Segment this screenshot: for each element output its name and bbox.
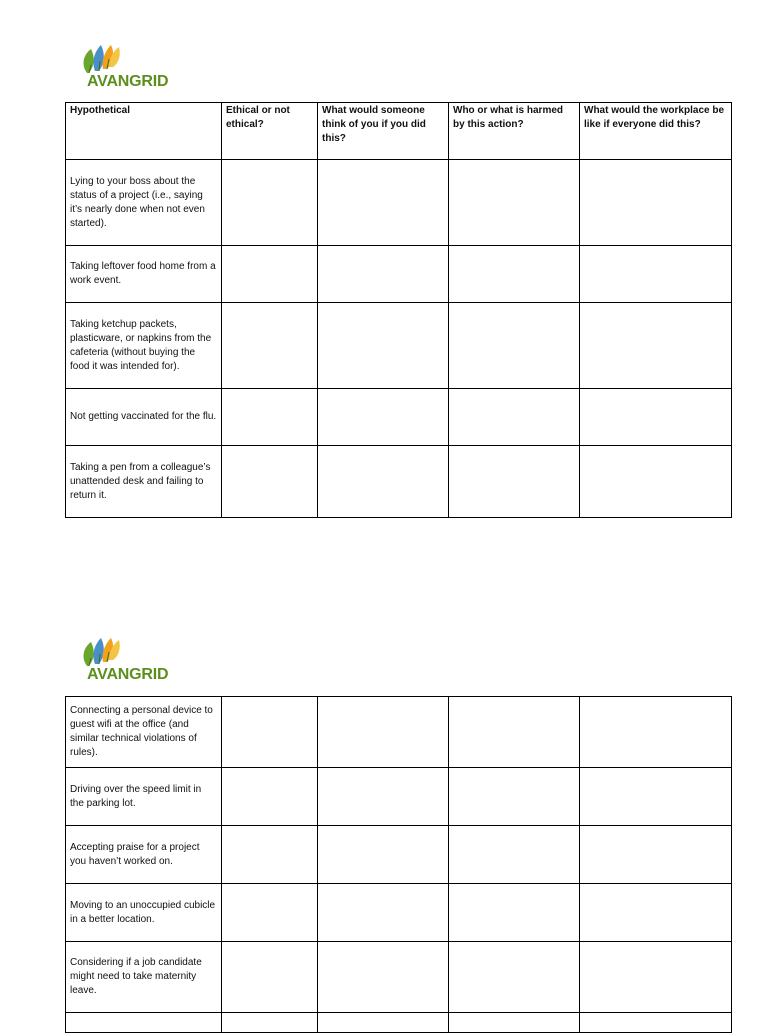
answer-cell[interactable] (449, 160, 580, 246)
table-header-row (66, 103, 732, 160)
answer-cell[interactable] (222, 246, 318, 303)
answer-cell[interactable] (222, 1013, 318, 1033)
answer-cell[interactable] (318, 942, 449, 1013)
hypothetical-cell (66, 1013, 222, 1033)
answer-cell[interactable] (580, 942, 732, 1013)
answer-cell[interactable] (449, 303, 580, 389)
avangrid-logo (79, 636, 179, 688)
answer-cell[interactable] (449, 697, 580, 768)
table-row (66, 446, 732, 518)
table-row (66, 246, 732, 303)
answer-cell[interactable] (222, 826, 318, 884)
answer-cell[interactable] (580, 697, 732, 768)
ethics-table-1 (65, 102, 732, 518)
answer-cell[interactable] (318, 884, 449, 942)
answer-cell[interactable] (449, 446, 580, 518)
header-think: What would someone think of you if you did this? (318, 103, 449, 160)
answer-cell[interactable] (580, 768, 732, 826)
brand-name: AVANGRID (87, 666, 169, 683)
answer-cell[interactable] (449, 884, 580, 942)
answer-cell[interactable] (318, 246, 449, 303)
header-workplace: What would the workplace be like if everyone did this? (580, 103, 732, 160)
answer-cell[interactable] (449, 942, 580, 1013)
answer-cell[interactable] (318, 826, 449, 884)
hypothetical-cell: Lying to your boss about the status of a project (i.e., saying it’s nearly done when not even started). (66, 160, 222, 246)
header-harmed: Who or what is harmed by this action? (449, 103, 580, 160)
answer-cell[interactable] (222, 697, 318, 768)
answer-cell[interactable] (318, 1013, 449, 1033)
table-row (66, 389, 732, 446)
answer-cell[interactable] (449, 768, 580, 826)
ethics-table-2 (65, 696, 732, 1033)
answer-cell[interactable] (318, 303, 449, 389)
leaf-icon (81, 636, 127, 668)
hypothetical-cell: Taking ketchup packets, plasticware, or napkins from the cafeteria (without buying the food it was intended for). (66, 303, 222, 389)
brand-name: AVANGRID (87, 73, 169, 90)
table-row (66, 942, 732, 1013)
answer-cell[interactable] (222, 160, 318, 246)
answer-cell[interactable] (449, 246, 580, 303)
answer-cell[interactable] (318, 446, 449, 518)
answer-cell[interactable] (222, 303, 318, 389)
answer-cell[interactable] (580, 160, 732, 246)
hypothetical-cell: Connecting a personal device to guest wifi at the office (and similar technical violations of rules). (66, 697, 222, 768)
answer-cell[interactable] (318, 768, 449, 826)
answer-cell[interactable] (580, 389, 732, 446)
answer-cell[interactable] (222, 942, 318, 1013)
answer-cell[interactable] (580, 826, 732, 884)
hypothetical-cell: Accepting praise for a project you haven’t worked on. (66, 826, 222, 884)
answer-cell[interactable] (318, 160, 449, 246)
answer-cell[interactable] (222, 884, 318, 942)
answer-cell[interactable] (449, 1013, 580, 1033)
table-row (66, 1013, 732, 1033)
hypothetical-cell: Considering if a job candidate might need to take maternity leave. (66, 942, 222, 1013)
answer-cell[interactable] (318, 389, 449, 446)
answer-cell[interactable] (222, 768, 318, 826)
answer-cell[interactable] (449, 389, 580, 446)
answer-cell[interactable] (318, 697, 449, 768)
hypothetical-cell: Driving over the speed limit in the parking lot. (66, 768, 222, 826)
answer-cell[interactable] (580, 1013, 732, 1033)
answer-cell[interactable] (449, 826, 580, 884)
table-row (66, 160, 732, 246)
hypothetical-cell: Taking a pen from a colleague’s unattended desk and failing to return it. (66, 446, 222, 518)
header-hypothetical: Hypothetical (66, 103, 222, 160)
hypothetical-cell: Taking leftover food home from a work event. (66, 246, 222, 303)
table-row (66, 826, 732, 884)
answer-cell[interactable] (580, 246, 732, 303)
header-ethical: Ethical or not ethical? (222, 103, 318, 160)
table-row (66, 303, 732, 389)
answer-cell[interactable] (580, 303, 732, 389)
answer-cell[interactable] (222, 446, 318, 518)
leaf-icon (81, 43, 127, 75)
hypothetical-cell: Moving to an unoccupied cubicle in a better location. (66, 884, 222, 942)
table-row (66, 768, 732, 826)
avangrid-logo (79, 43, 179, 95)
answer-cell[interactable] (580, 884, 732, 942)
answer-cell[interactable] (580, 446, 732, 518)
table-row (66, 697, 732, 768)
table-row (66, 884, 732, 942)
answer-cell[interactable] (222, 389, 318, 446)
hypothetical-cell: Not getting vaccinated for the flu. (66, 389, 222, 446)
